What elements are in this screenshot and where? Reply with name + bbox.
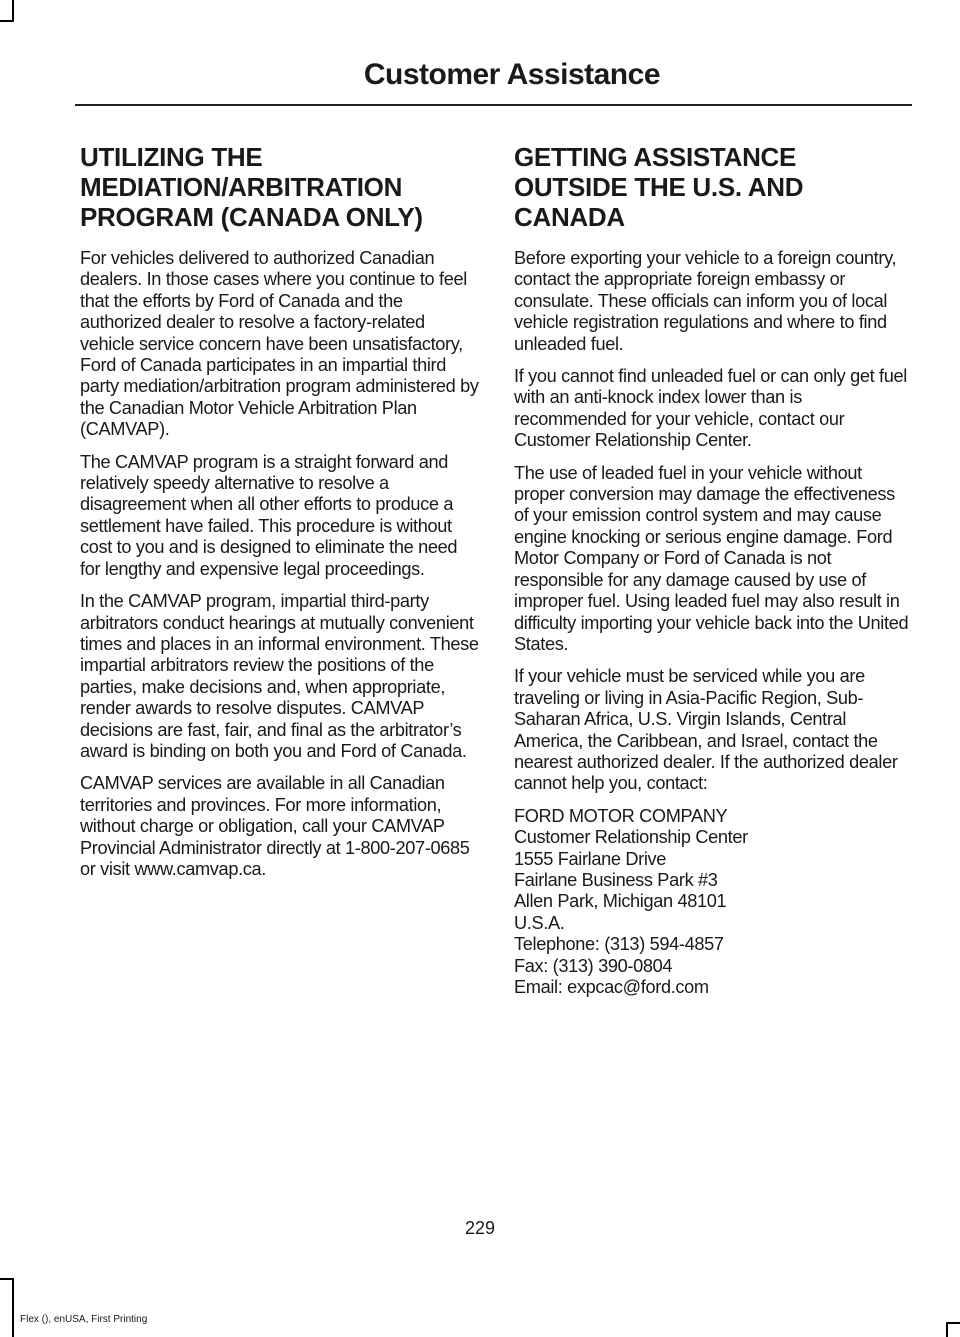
header-rule <box>75 104 912 106</box>
address-line: FORD MOTOR COMPANY <box>514 805 728 826</box>
address-line: Customer Relationship Center <box>514 827 748 848</box>
section-heading-mediation <box>80 142 480 232</box>
crop-mark-bottom-right-h <box>946 1322 960 1324</box>
paragraph: The CAMVAP program is a straight forward and relatively speedy alternative to resolve a disagreement when all other efforts to produce a settlement have failed. This procedure is without cost to you and is designed to eliminate the need for lengthy and expensive legal proceedings. <box>80 451 458 579</box>
contact-address <box>514 806 914 999</box>
paragraph: In the CAMVAP program, impartial third-party arbitrators conduct hearings at mutually convenient times and places in an informal environment. These impartial arbitrators review the positions of the parties, make decisions and, when appropriate, render awards to resolve disputes. CAMVAP decisions are fast, fair, and final as the arbitrator’s award is binding on both you and Ford of Canada. <box>80 591 479 761</box>
paragraph: If you cannot find unleaded fuel or can only get fuel with an anti-knock index lower than is recommended for your vehicle, contact our Customer Relationship Center. <box>514 366 907 451</box>
crop-mark-top-left-h <box>0 20 14 22</box>
section-heading-outside-us <box>514 142 914 232</box>
page-number: 229 <box>464 1218 496 1238</box>
heading-line: PROGRAM (CANADA ONLY) <box>80 202 423 232</box>
address-line: Allen Park, Michigan 48101 <box>514 891 727 912</box>
crop-mark-bottom-left-h <box>0 1278 14 1280</box>
page-header-title: Customer Assistance <box>363 58 660 91</box>
telephone-line: Telephone: (313) 594-4857 <box>514 934 724 955</box>
address-line: U.S.A. <box>514 912 565 933</box>
left-column <box>80 142 480 891</box>
paragraph: If your vehicle must be serviced while you are traveling or living in Asia-Pacific Region, Sub-Saharan Africa, U.S. Virgin Islands, Central America, the Caribbean, and Israel, contact the nearest authorized dealer. If the authorized dealer cannot help you, contact: <box>514 666 898 794</box>
right-column <box>514 142 914 998</box>
crop-mark-top-left <box>12 0 14 20</box>
crop-mark-bottom-right <box>946 1322 948 1337</box>
paragraph: For vehicles delivered to authorized Canadian dealers. In those cases where you continue to feel that the efforts by Ford of Canada and the authorized dealer to resolve a factory-related vehicle service concern have been unsatisfactory, Ford of Canada participates in an impartial third party mediation/arbitration program administered by the Canadian Motor Vehicle Arbitration Plan (CAMVAP). <box>80 248 479 440</box>
paragraph: Before exporting your vehicle to a foreign country, contact the appropriate foreign embassy or consulate. These officials can inform you of local vehicle registration regulations and where to find unleaded fuel. <box>514 248 897 354</box>
address-line: Fairlane Business Park #3 <box>514 869 718 890</box>
heading-line: CANADA <box>514 202 625 232</box>
address-line: 1555 Fairlane Drive <box>514 848 667 869</box>
footer-edition-text: Flex (), enUSA, First Printing <box>20 1314 148 1325</box>
heading-line: MEDIATION/ARBITRATION <box>80 172 403 202</box>
heading-line: GETTING ASSISTANCE <box>514 142 797 172</box>
paragraph: CAMVAP services are available in all Canadian territories and provinces. For more information, without charge or obligation, call your CAMVAP Provincial Administrator directly at 1-800-207-0685 or visit www.camvap.ca. <box>80 773 470 879</box>
heading-line: UTILIZING THE <box>80 142 263 172</box>
email-line: Email: expcac@ford.com <box>514 977 709 997</box>
fax-line: Fax: (313) 390-0804 <box>514 955 673 976</box>
paragraph: The use of leaded fuel in your vehicle without proper conversion may damage the effectiveness of your emission control system and may cause engine knocking or serious engine damage. Ford Motor Company or Ford of Canada is not responsible for any damage caused by use of improper fuel. Using leaded fuel may also result in difficulty importing your vehicle back into the United States. <box>514 462 909 654</box>
heading-line: OUTSIDE THE U.S. AND <box>514 172 804 202</box>
crop-mark-bottom-left <box>12 1278 14 1337</box>
